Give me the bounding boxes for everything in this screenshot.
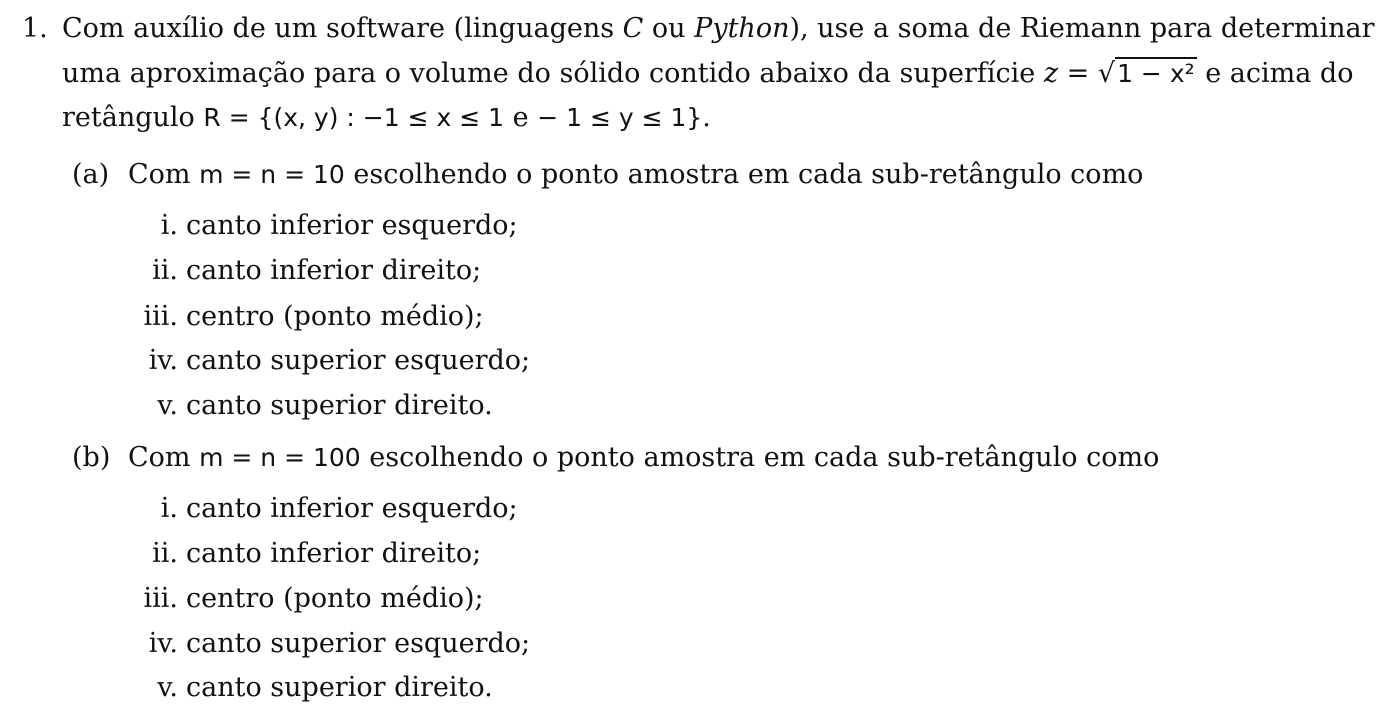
list-item: centro (ponto médio); [186,301,484,332]
surface-equation-lhs: z = [1043,58,1098,89]
question-line-2 [62,54,1353,94]
language-c: C [622,13,644,44]
list-item: canto inferior direito; [186,538,482,569]
item-label: i. [160,493,178,524]
list-item: canto inferior esquerdo; [186,493,518,524]
radicand: 1 − x² [1117,59,1195,88]
question-text: ), use a soma de Riemann para determinar [789,13,1375,44]
square-root-expression [1098,54,1197,94]
list-item: canto inferior esquerdo; [186,210,518,241]
period: . [702,102,711,133]
item-label: ii. [152,538,178,569]
radical-sign: √ [1097,58,1116,89]
question-line-3 [62,98,711,138]
question-text: Com auxílio de um software (linguagens [62,13,623,44]
list-item: canto superior direito. [186,390,493,421]
question-text: e acima do [1196,58,1354,89]
item-label: ii. [152,255,178,286]
part-text: Com [128,159,200,190]
item-label: iii. [143,583,178,614]
grid-size-math: m = n = 10 [199,160,345,189]
conjunction: e [504,102,538,133]
list-item: canto superior esquerdo; [186,628,531,659]
rectangle-set-definition: R = {(x, y) : −1 ≤ x ≤ 1 [203,103,505,132]
item-label: v. [157,390,178,421]
question-line-1 [62,9,1375,49]
part-text: escolhendo o ponto amostra em cada sub-retângulo como [344,159,1144,190]
language-python: Python [694,13,790,44]
list-item: centro (ponto médio); [186,583,484,614]
list-item: canto superior direito. [186,672,493,703]
question-text: retângulo [62,102,204,133]
part-b-statement [128,438,1159,478]
part-text: escolhendo o ponto amostra em cada sub-retângulo como [360,442,1160,473]
part-text: Com [128,442,200,473]
item-label: iv. [148,345,178,376]
item-label: v. [157,672,178,703]
item-label: i. [160,210,178,241]
grid-size-math: m = n = 100 [199,443,361,472]
rectangle-set-definition-y: − 1 ≤ y ≤ 1} [537,103,703,132]
part-a-statement [128,155,1143,195]
part-b-label: (b) [72,442,111,473]
list-item: canto inferior direito; [186,255,482,286]
item-label: iv. [148,628,178,659]
part-a-label: (a) [72,159,110,190]
question-text: ou [643,13,695,44]
item-label: iii. [143,301,178,332]
question-text: uma aproximação para o volume do sólido contido abaixo da superfície [62,58,1044,89]
question-number: 1. [22,13,48,44]
list-item: canto superior esquerdo; [186,345,531,376]
